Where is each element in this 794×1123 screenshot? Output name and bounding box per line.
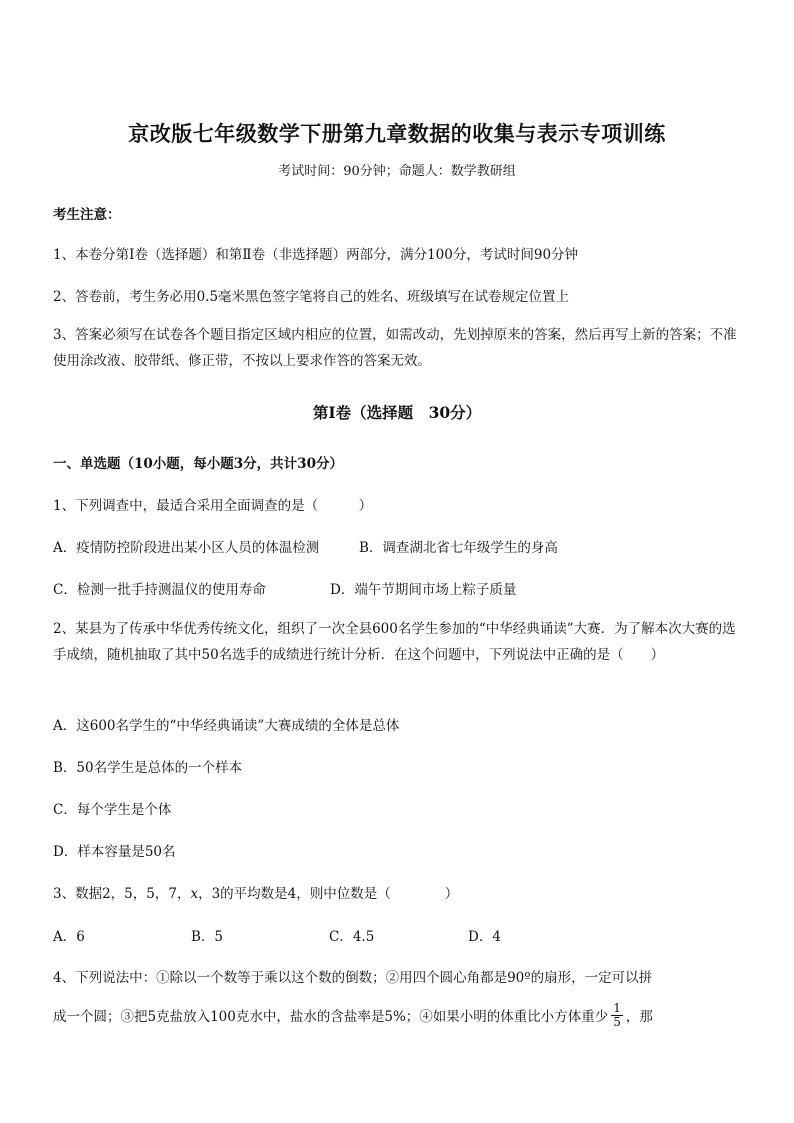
notice-item-1: 1、本卷分第Ⅰ卷（选择题）和第Ⅱ卷（非选择题）两部分，满分100分，考试时间90分钟 xyxy=(53,247,579,263)
page-title: 京改版七年级数学下册第九章数据的收集与表示专项训练 xyxy=(128,121,666,146)
q4-line2-pre: 成一个圆；③把5克盐放入100克水中，盐水的含盐率是5%；④如果小明的体重比小方体重少 xyxy=(53,1009,609,1025)
fraction xyxy=(611,1002,623,1029)
question-4-line-2 xyxy=(53,995,653,1035)
fraction-denominator: 5 xyxy=(613,1014,621,1029)
question-4-line-1: 4、下列说法中：①除以一个数等于乘以这个数的倒数；②用四个圆心角都是90º的扇形，一定可以拼 xyxy=(53,970,653,986)
notice-item-3: 3、答案必须写在试卷各个题目指定区域内相应的位置，如需改动，先划掉原来的答案，然后再写上新的答案；不准使用涂改液、胶带纸、修正带，不按以上要求作答的答案无效。 xyxy=(53,327,737,369)
q3-option-c: C．4.5 xyxy=(329,929,375,945)
q3-option-a: A．6 xyxy=(53,929,85,945)
q1-option-d: D．端午节期间市场上粽子质量 xyxy=(330,582,517,598)
q3-stem-var: x xyxy=(190,886,199,902)
fraction-numerator: 1 xyxy=(613,1000,621,1015)
part-heading: 一、单选题（10小题，每小题3分，共计30分） xyxy=(53,456,343,472)
q3-option-d: D．4 xyxy=(468,929,501,945)
notice-item-2: 2、答卷前，考生务必用0.5毫米黑色签字笔将自己的姓名、班级填写在试卷规定位置上 xyxy=(53,289,570,305)
q2-option-d: D．样本容量是50名 xyxy=(53,844,176,860)
q2-option-b: B．50名学生是总体的一个样本 xyxy=(53,760,243,776)
q3-option-b: B．5 xyxy=(191,929,224,945)
notice-heading: 考生注意： xyxy=(53,207,121,223)
question-2-stem: 2、某县为了传承中华优秀传统文化，组织了一次全县600名学生参加的“中华经典诵读”大赛．为了解本次大赛的选手成绩，随机抽取了其中50名选手的成绩进行统计分析．在这个问题中，下列说法中正确的是（ ） xyxy=(53,621,736,663)
q3-stem-pre: 3、数据2，5，5，7， xyxy=(53,886,191,902)
exam-subtitle: 考试时间：90分钟；命题人：数学教研组 xyxy=(278,164,516,179)
q1-option-b: B．调查湖北省七年级学生的身高 xyxy=(359,540,558,556)
q1-option-a: A．疫情防控阶段进出某小区人员的体温检测 xyxy=(53,540,320,556)
q3-stem-post: ，3的平均数是4，则中位数是（ ） xyxy=(198,886,459,902)
q1-option-c: C．检测一批手持测温仪的使用寿命 xyxy=(53,582,266,598)
q2-option-c: C．每个学生是个体 xyxy=(53,802,172,818)
q4-line2-post: ，那 xyxy=(625,1009,653,1025)
q2-option-a: A．这600名学生的“中华经典诵读”大赛成绩的全体是总体 xyxy=(53,718,400,734)
question-1-stem: 1、下列调查中，最适合采用全面调查的是（ ） xyxy=(53,498,373,514)
question-3-stem xyxy=(53,882,458,902)
section-title: 第Ⅰ卷（选择题 30分） xyxy=(312,403,482,422)
